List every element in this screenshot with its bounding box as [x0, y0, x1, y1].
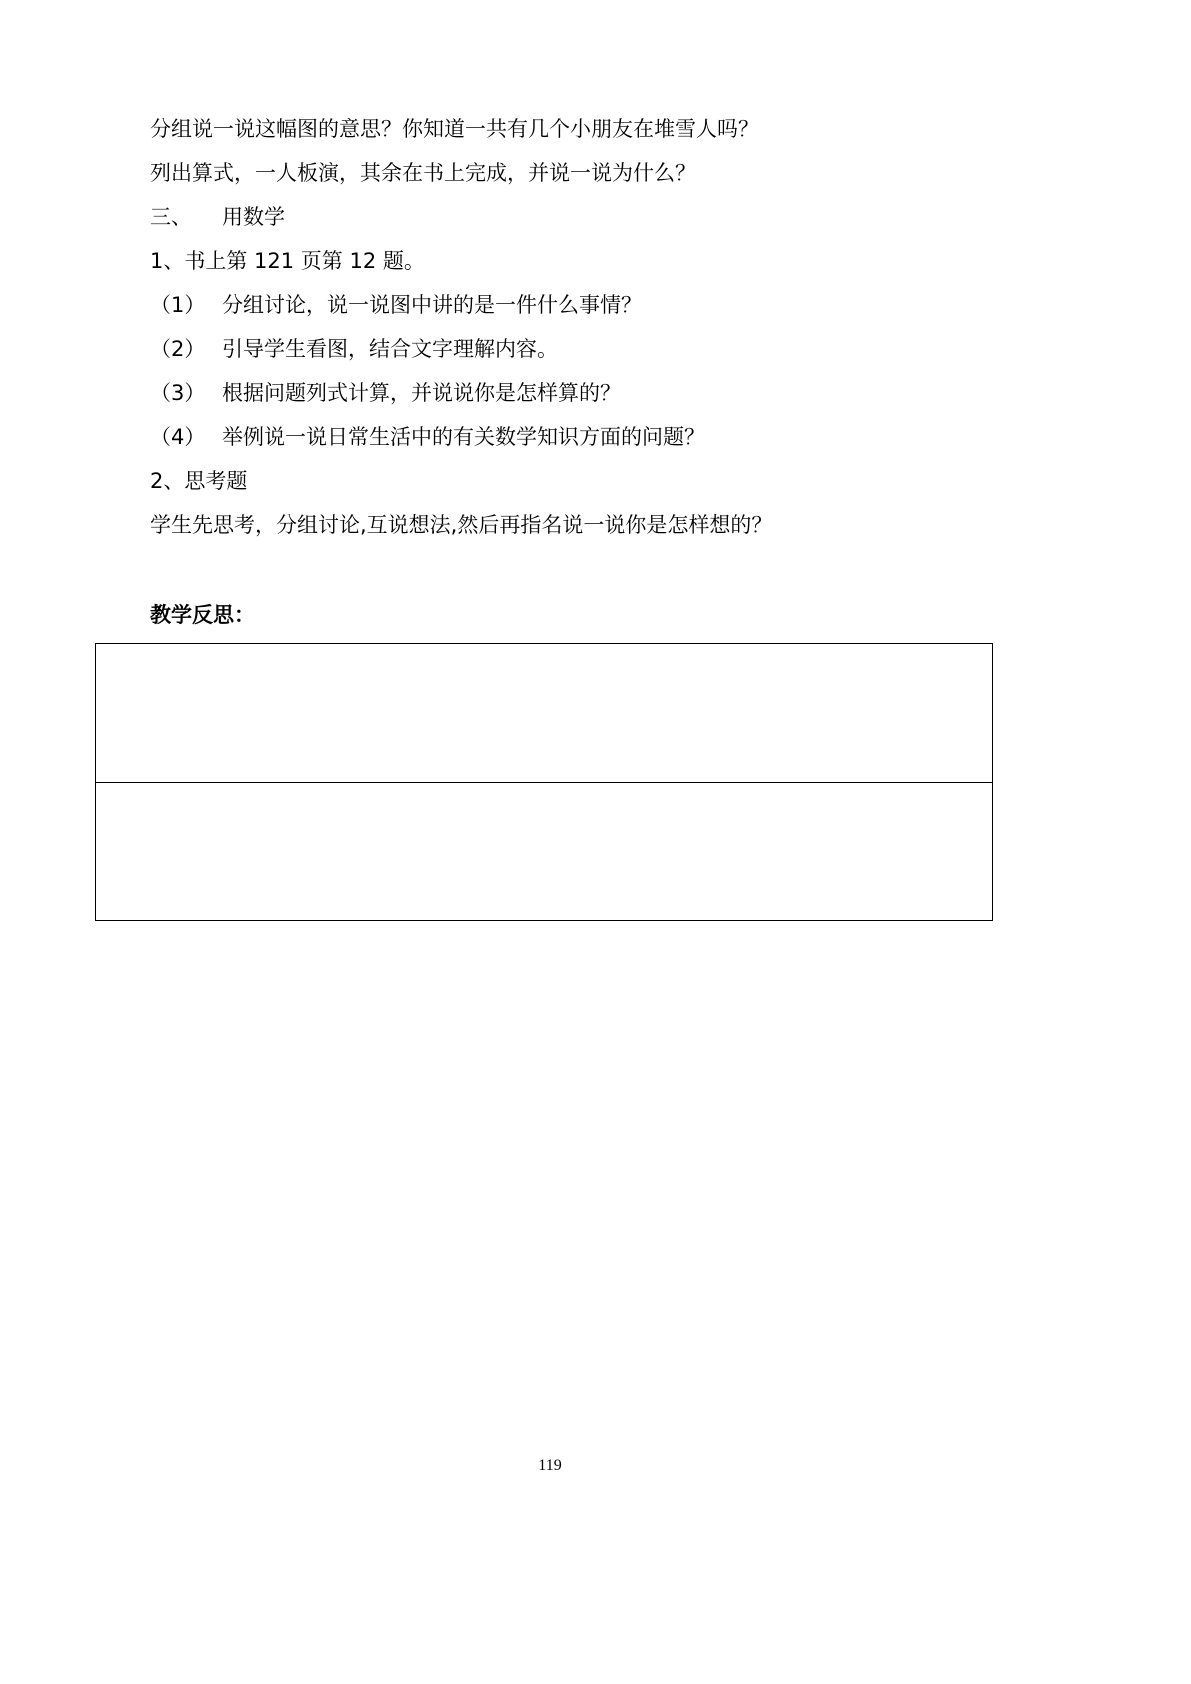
paragraph-write-equation: 列出算式，一人板演，其余在书上完成，并说一说为什么？: [150, 161, 696, 185]
step-text: 举例说一说日常生活中的有关数学知识方面的问题？: [222, 425, 705, 449]
section-number: 三、: [150, 205, 192, 229]
step-number: （3）: [150, 381, 206, 405]
step-number: （4）: [150, 425, 206, 449]
reflection-row-2: [96, 782, 992, 920]
step-text: 分组讨论，说一说图中讲的是一件什么事情？: [222, 293, 642, 317]
item-2-text: 学生先思考，分组讨论,互说想法,然后再指名说一说你是怎样想的？: [150, 513, 773, 537]
step-1: [150, 291, 642, 319]
step-number: （1）: [150, 293, 206, 317]
reflection-table: [95, 643, 993, 921]
reflection-row-1: [96, 644, 992, 783]
page-number: 119: [538, 1457, 562, 1474]
step-4: [150, 423, 705, 451]
step-number: （2）: [150, 337, 206, 361]
step-3: [150, 379, 621, 407]
reflection-title: 教学反思：: [150, 603, 255, 627]
step-2: [150, 335, 558, 363]
item-2-heading: 2、思考题: [150, 469, 248, 493]
paragraph-discuss-picture: 分组说一说这幅图的意思？你知道一共有几个小朋友在堆雪人吗？: [150, 117, 759, 141]
section-heading-use-math: [150, 203, 285, 231]
step-text: 根据问题列式计算，并说说你是怎样算的？: [222, 381, 621, 405]
item-1-heading: 1、书上第 121 页第 12 题。: [150, 249, 425, 273]
section-title: 用数学: [222, 205, 285, 229]
step-text: 引导学生看图，结合文字理解内容。: [222, 337, 558, 361]
